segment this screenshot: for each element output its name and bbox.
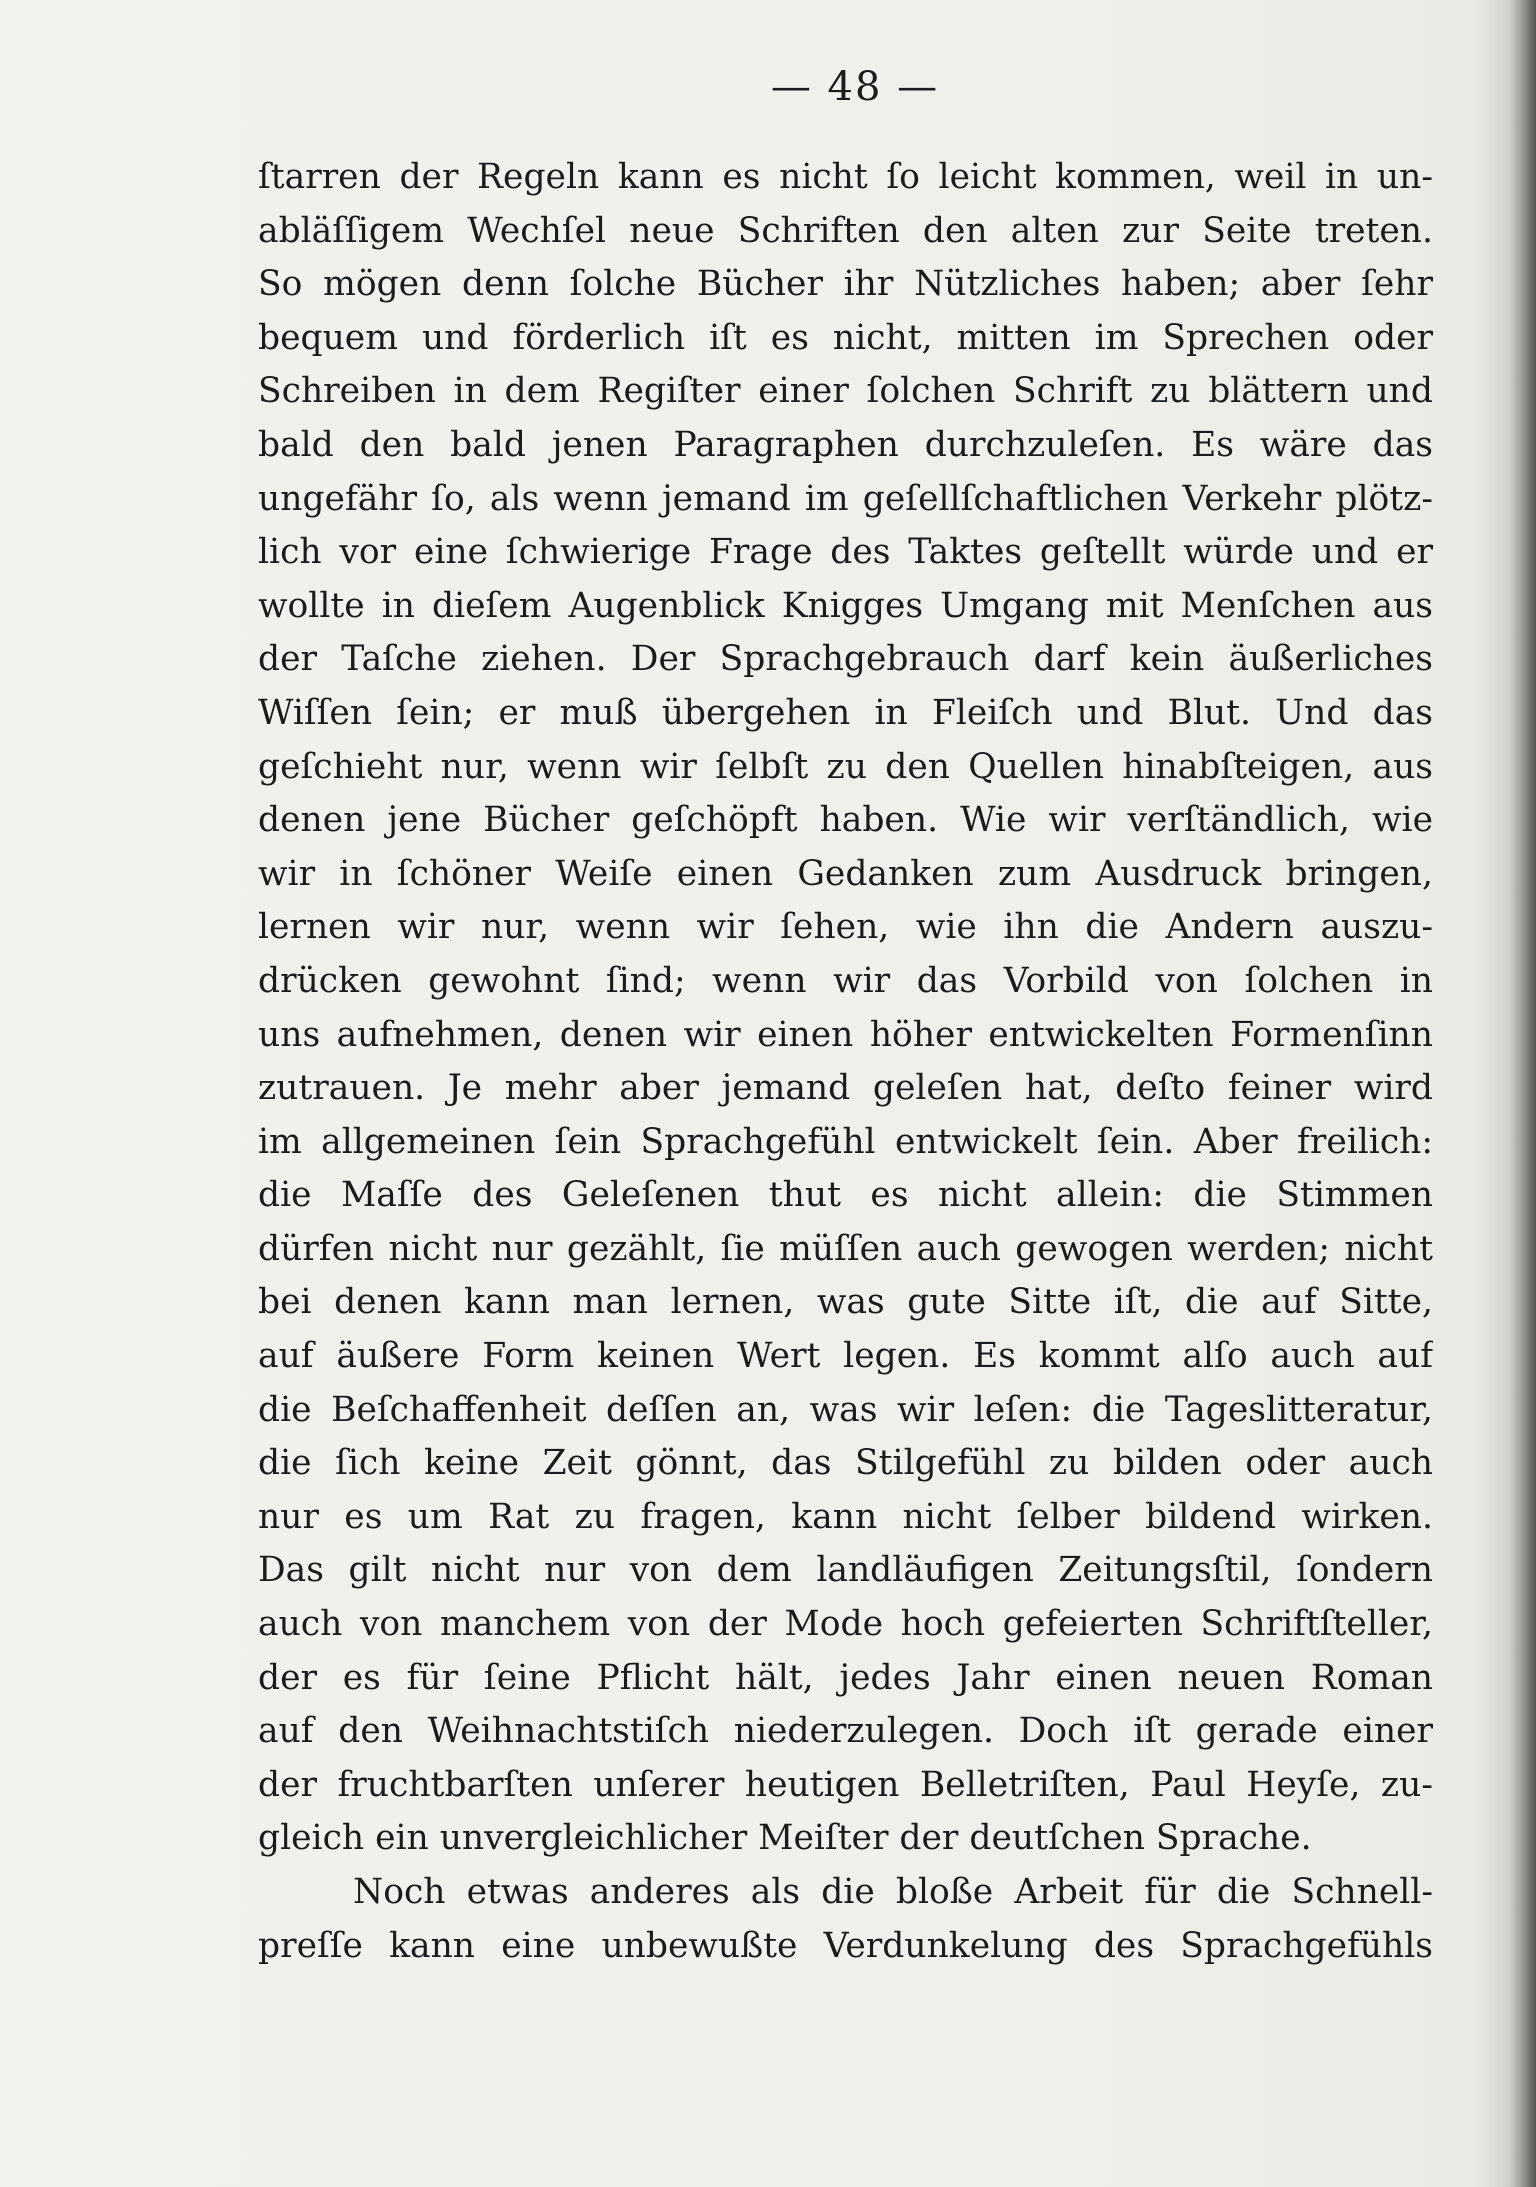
text-line: Wiſſen ſein; er muß übergehen in Fleiſch und Blut. Und das: [258, 692, 1433, 733]
text-line: der fruchtbarſten unſerer heutigen Belletriſten, Paul Heyſe, zu-: [258, 1764, 1433, 1805]
text-line: drücken gewohnt ſind; wenn wir das Vorbild von ſolchen in: [258, 960, 1433, 1001]
page-gutter-shadow: [1508, 0, 1536, 2187]
text-line: zutrauen. Je mehr aber jemand geleſen hat, deſto feiner wird: [258, 1068, 1433, 1109]
text-line: auch von manchem von der Mode hoch gefeierten Schriftſteller,: [258, 1604, 1433, 1645]
text-line: lich vor eine ſchwierige Frage des Taktes geſtellt würde und er: [258, 532, 1433, 573]
text-line: abläſſigem Wechſel neue Schriften den alten zur Seite treten.: [258, 210, 1433, 251]
text-line: denen jene Bücher geſchöpft haben. Wie wir verſtändlich, wie: [258, 800, 1433, 841]
text-line: bei denen kann man lernen, was gute Sitte iſt, die auf Sitte,: [258, 1282, 1433, 1323]
text-line: wollte in dieſem Augenblick Knigges Umgang mit Menſchen aus: [258, 585, 1433, 626]
text-line: nur es um Rat zu fragen, kann nicht ſelber bildend wirken.: [258, 1496, 1433, 1537]
text-line: gleich ein unvergleichlicher Meiſter der deutſchen Sprache.: [258, 1818, 1312, 1859]
text-line: uns aufnehmen, denen wir einen höher entwickelten Formenſinn: [258, 1014, 1433, 1055]
text-line: dürfen nicht nur gezählt, ſie müſſen auch gewogen werden; nicht: [258, 1228, 1433, 1269]
text-line: die Maſſe des Geleſenen thut es nicht allein: die Stimmen: [258, 1175, 1433, 1216]
page-number: — 48 —: [770, 64, 940, 110]
text-line: Noch etwas anderes als die bloße Arbeit für die Schnell-: [353, 1872, 1433, 1912]
text-line: wir in ſchöner Weiſe einen Gedanken zum Ausdruck bringen,: [258, 853, 1433, 894]
text-line: der Taſche ziehen. Der Sprachgebrauch darf kein äußerliches: [258, 639, 1433, 680]
body-text: [258, 151, 1433, 1973]
text-line: der es für ſeine Pflicht hält, jedes Jahr einen neuen Roman: [258, 1657, 1433, 1698]
text-line: bald den bald jenen Paragraphen durchzuleſen. Es wäre das: [258, 424, 1433, 465]
text-line: im allgemeinen ſein Sprachgefühl entwickelt ſein. Aber freilich:: [258, 1121, 1433, 1162]
text-line: geſchieht nur, wenn wir ſelbſt zu den Quellen hinabſteigen, aus: [258, 746, 1433, 787]
text-line: Schreiben in dem Regiſter einer ſolchen Schrift zu blättern und: [258, 371, 1433, 412]
text-line: ungefähr ſo, als wenn jemand im geſellſchaftlichen Verkehr plötz-: [258, 478, 1433, 519]
text-line: die Beſchaffenheit deſſen an, was wir leſen: die Tageslitteratur,: [258, 1389, 1433, 1430]
text-line: So mögen denn ſolche Bücher ihr Nützliches haben; aber ſehr: [258, 264, 1433, 305]
text-line: auf äußere Form keinen Wert legen. Es kommt alſo auch auf: [258, 1336, 1433, 1377]
text-line: lernen wir nur, wenn wir ſehen, wie ihn die Andern auszu-: [258, 907, 1433, 948]
text-line: bequem und förderlich iſt es nicht, mitten im Sprechen oder: [258, 317, 1433, 358]
text-line: auf den Weihnachtstiſch niederzulegen. Doch iſt gerade einer: [258, 1711, 1433, 1752]
text-line: Das gilt nicht nur von dem landläufigen Zeitungsſtil, ſondern: [258, 1550, 1433, 1591]
text-line: ſtarren der Regeln kann es nicht ſo leicht kommen, weil in un-: [258, 157, 1433, 197]
text-line: preſſe kann eine unbewußte Verdunkelung des Sprachgefühls: [258, 1925, 1433, 1966]
text-line: die ſich keine Zeit gönnt, das Stilgefühl zu bilden oder auch: [258, 1443, 1433, 1484]
